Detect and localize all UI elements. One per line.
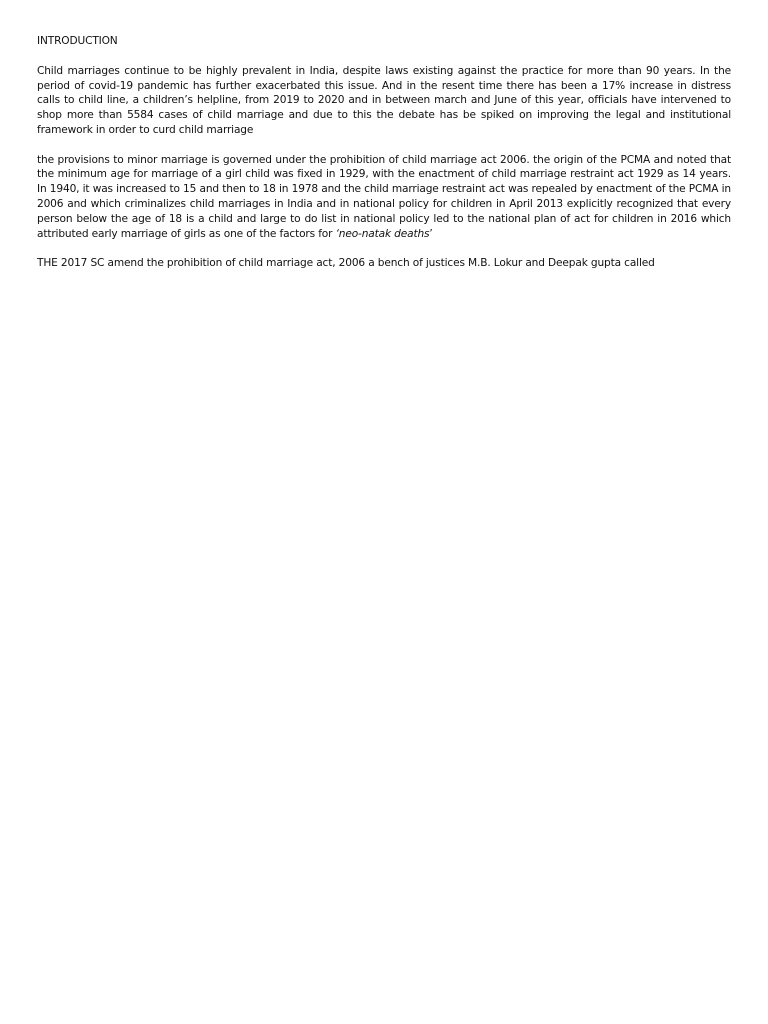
paragraph-pcma-history [37, 153, 731, 242]
section-heading: INTRODUCTION [37, 35, 118, 47]
paragraph-intro: Child marriages continue to be highly prevalent in India, despite laws existing against the practice for more than 90 years. In the period of covid-19 pandemic has further exacerbated this issue. And in the resent time there has been a 17% increase in distress calls to child line, a children’s helpline, from 2019 to 2020 and in between march and June of this year, officials have intervened to shop more than 5584 cases of child marriage and due to this the debate has be spiked on improving the legal and institutional framework in order to curd child marriage [37, 64, 731, 136]
closing-quote: ’ [429, 227, 433, 240]
document-body [37, 34, 731, 286]
paragraph-pcma-history-text: the provisions to minor marriage is governed under the prohibition of child marriage act 2006. the origin of the PCMA and noted that the minimum age for marriage of a girl child was fixed in 1929, with the enactment of child marriage restraint act 1929 as 14 years. In 1940, it was increased to 15 and then to 18 in 1978 and the child marriage restraint act was repealed by enactment of the PCMA in 2006 and which criminalizes child marriages in India and in national policy for children in April 2013 explicitly recognized that every person below the age of 18 is a child and large to do list in national policy led to the national plan of act for children in 2016 which attributed early marriage of girls as one of the factors for [37, 153, 731, 240]
italic-term: ‘neo-natak deaths [335, 227, 430, 240]
paragraph-sc-amendment: THE 2017 SC amend the prohibition of child marriage act, 2006 a bench of justices M.B. Lokur and Deepak gupta called [37, 257, 655, 270]
